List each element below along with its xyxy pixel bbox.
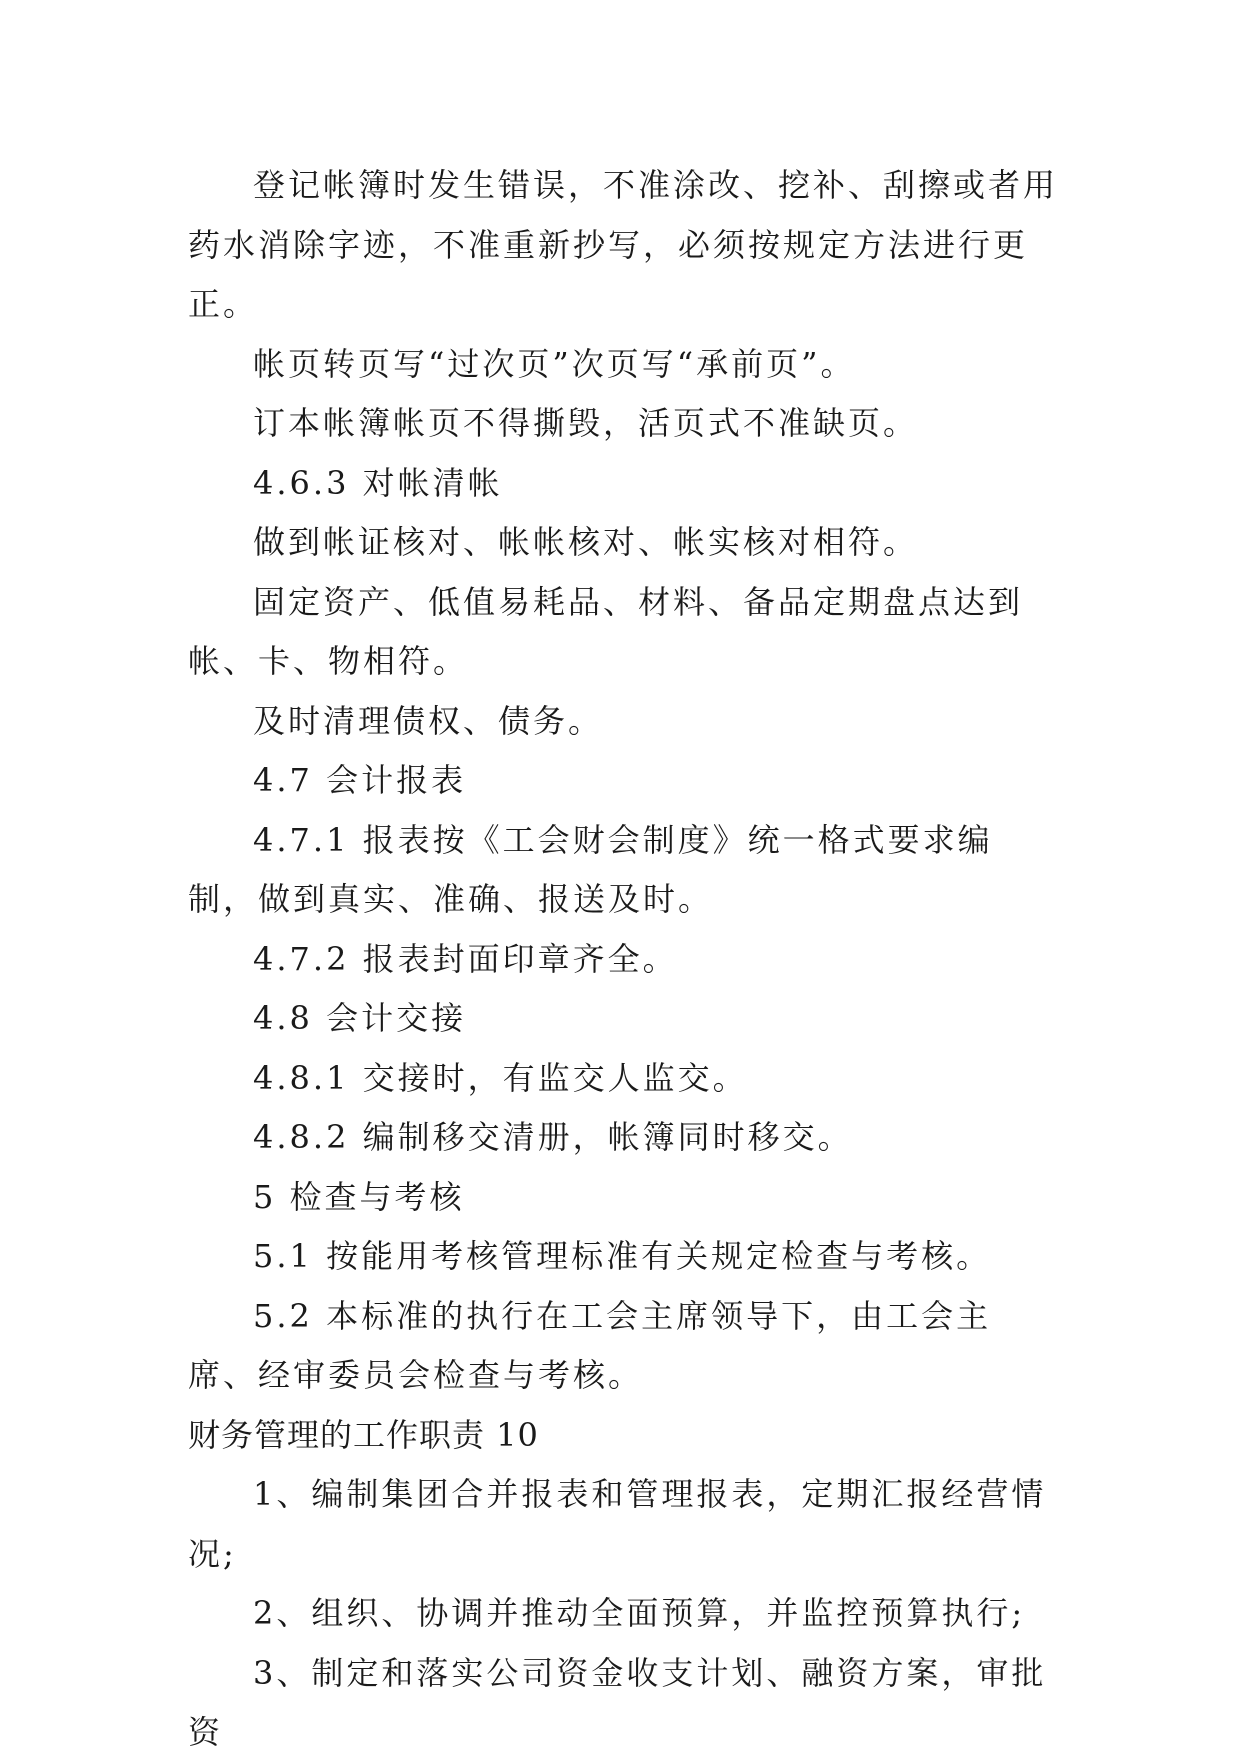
section-heading: 4.6.3 对帐清帐 [253, 463, 503, 502]
paragraph: 4.7.2 报表封面印章齐全。 [253, 939, 678, 978]
paragraph: 5.1 按能用考核管理标准有关规定检查与考核。 [253, 1237, 992, 1275]
paragraph: 4.8.2 编制移交清册，帐簿同时移交。 [253, 1118, 853, 1156]
paragraph: 帐页转页写“过次页”次页写“承前页”。 [253, 344, 856, 383]
paragraph: 固定资产、低值易耗品、材料、备品定期盘点达到帐、卡、物相符。 [188, 582, 1024, 680]
section-heading: 4.7 会计报表 [253, 761, 467, 799]
list-item: 2、组织、协调并推动全面预算，并监控预算执行; [253, 1594, 1026, 1632]
paragraph: 及时清理债权、债务。 [253, 701, 604, 740]
paragraph: 4.8.1 交接时，有监交人监交。 [253, 1058, 748, 1097]
section-heading: 5 检查与考核 [253, 1177, 465, 1216]
paragraph: 4.7.1 报表按《工会财会制度》统一格式要求编制，做到真实、准确、报送及时。 [188, 820, 993, 918]
paragraph: 做到帐证核对、帐帐核对、帐实核对相符。 [253, 523, 919, 561]
paragraph: 登记帐簿时发生错误，不准涂改、挖补、刮擦或者用药水消除字迹，不准重新抄写，必须按规定方法进行更正。 [188, 166, 1059, 323]
document-title: 财务管理的工作职责 10 [188, 1415, 539, 1454]
paragraph: 订本帐簿帐页不得撕毁，活页式不准缺页。 [253, 404, 919, 442]
list-item: 3、制定和落实公司资金收支计划、融资方案，审批资 [188, 1653, 1047, 1751]
list-item: 1、编制集团合并报表和管理报表，定期汇报经营情况; [188, 1475, 1047, 1573]
paragraph: 5.2 本标准的执行在工会主席领导下，由工会主席、经审委员会检查与考核。 [188, 1296, 992, 1394]
section-heading: 4.8 会计交接 [253, 999, 467, 1037]
document-body [188, 156, 1058, 1763]
